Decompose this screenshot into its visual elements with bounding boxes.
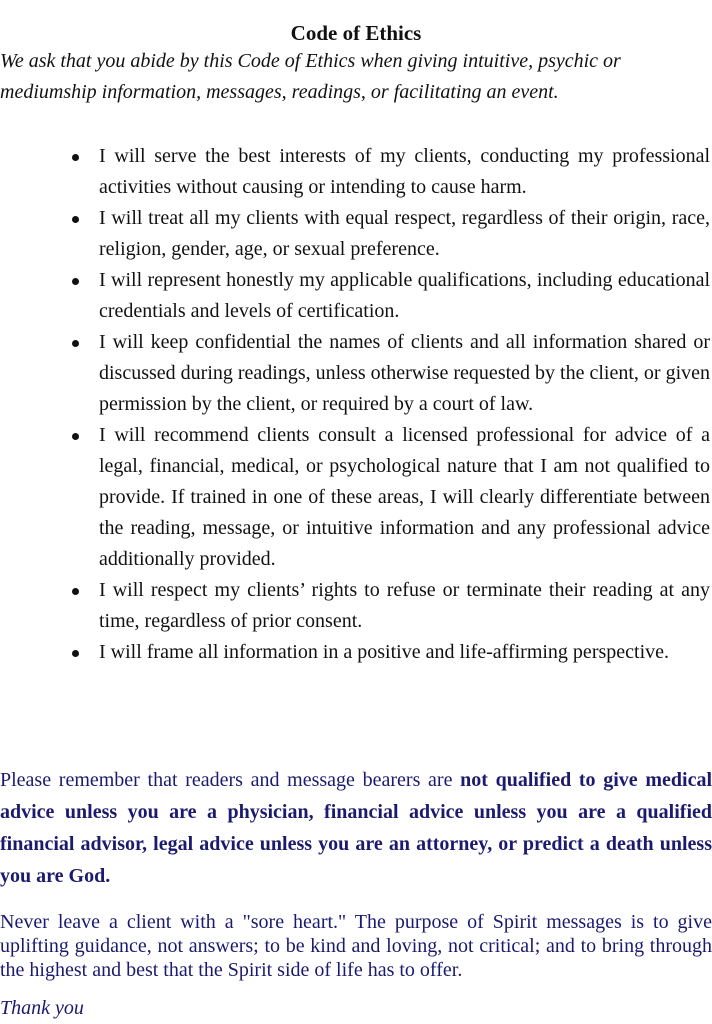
- document-title: Code of Ethics: [290, 21, 422, 45]
- intro-text: We ask that you abide by this Code of Ethics when giving intuitive, psychic or mediumship information, messages, readings, or facilitating an event.: [0, 50, 621, 103]
- ethics-item-3: [0, 265, 712, 327]
- bullet-icon: [72, 433, 79, 440]
- ethics-item-text: I will treat all my clients with equal respect, regardless of their origin, race, religion, gender, age, or sexual preference.: [99, 207, 710, 260]
- ethics-item-1: [0, 141, 712, 203]
- bullet-icon: [72, 340, 79, 347]
- notice-bold-text: not qualified to give medical advice unless you are a physician, financial advice unless you are a qualified financial advisor, legal advice unless you are an attorney, or predict a death unless you are God.: [0, 769, 712, 887]
- ethics-item-text: I will keep confidential the names of clients and all information shared or discussed during readings, unless otherwise requested by the client, or given permission by the client, or required by a court of law.: [99, 331, 710, 415]
- notice-plain-text: Please remember that readers and message bearers are: [0, 769, 461, 791]
- bullet-icon: [72, 588, 79, 595]
- ethics-list: [0, 141, 712, 668]
- closing-paragraph: Never leave a client with a "sore heart." The purpose of Spirit messages is to give uplifting guidance, not answers; to be kind and loving, not critical; and to bring through the highest and best that the Spirit side of life has to offer.: [0, 911, 712, 981]
- bullet-icon: [72, 154, 79, 161]
- ethics-item-5: [0, 420, 712, 575]
- ethics-item-4: [0, 327, 712, 420]
- ethics-item-text: I will frame all information in a positive and life-affirming perspective.: [99, 641, 669, 663]
- bullet-icon: [72, 278, 79, 285]
- ethics-item-text: I will respect my clients’ rights to refuse or terminate their reading at any time, regardless of prior consent.: [99, 579, 710, 632]
- qualification-notice: [0, 764, 712, 892]
- ethics-item-7: [0, 637, 712, 668]
- bullet-icon: [72, 650, 79, 657]
- ethics-item-text: I will recommend clients consult a licensed professional for advice of a legal, financial, medical, or psychological nature that I am not qualified to provide. If trained in one of these areas, I will clearly differentiate between the reading, message, or intuitive information and any professional advice additionally provided.: [99, 424, 710, 570]
- ethics-item-text: I will serve the best interests of my clients, conducting my professional activities without causing or intending to cause harm.: [99, 145, 710, 198]
- ethics-item-text: I will represent honestly my applicable qualifications, including educational credentials and levels of certification.: [99, 269, 710, 322]
- bullet-icon: [72, 216, 79, 223]
- ethics-item-6: [0, 575, 712, 637]
- ethics-item-2: [0, 203, 712, 265]
- thank-you-text: Thank you: [0, 997, 84, 1019]
